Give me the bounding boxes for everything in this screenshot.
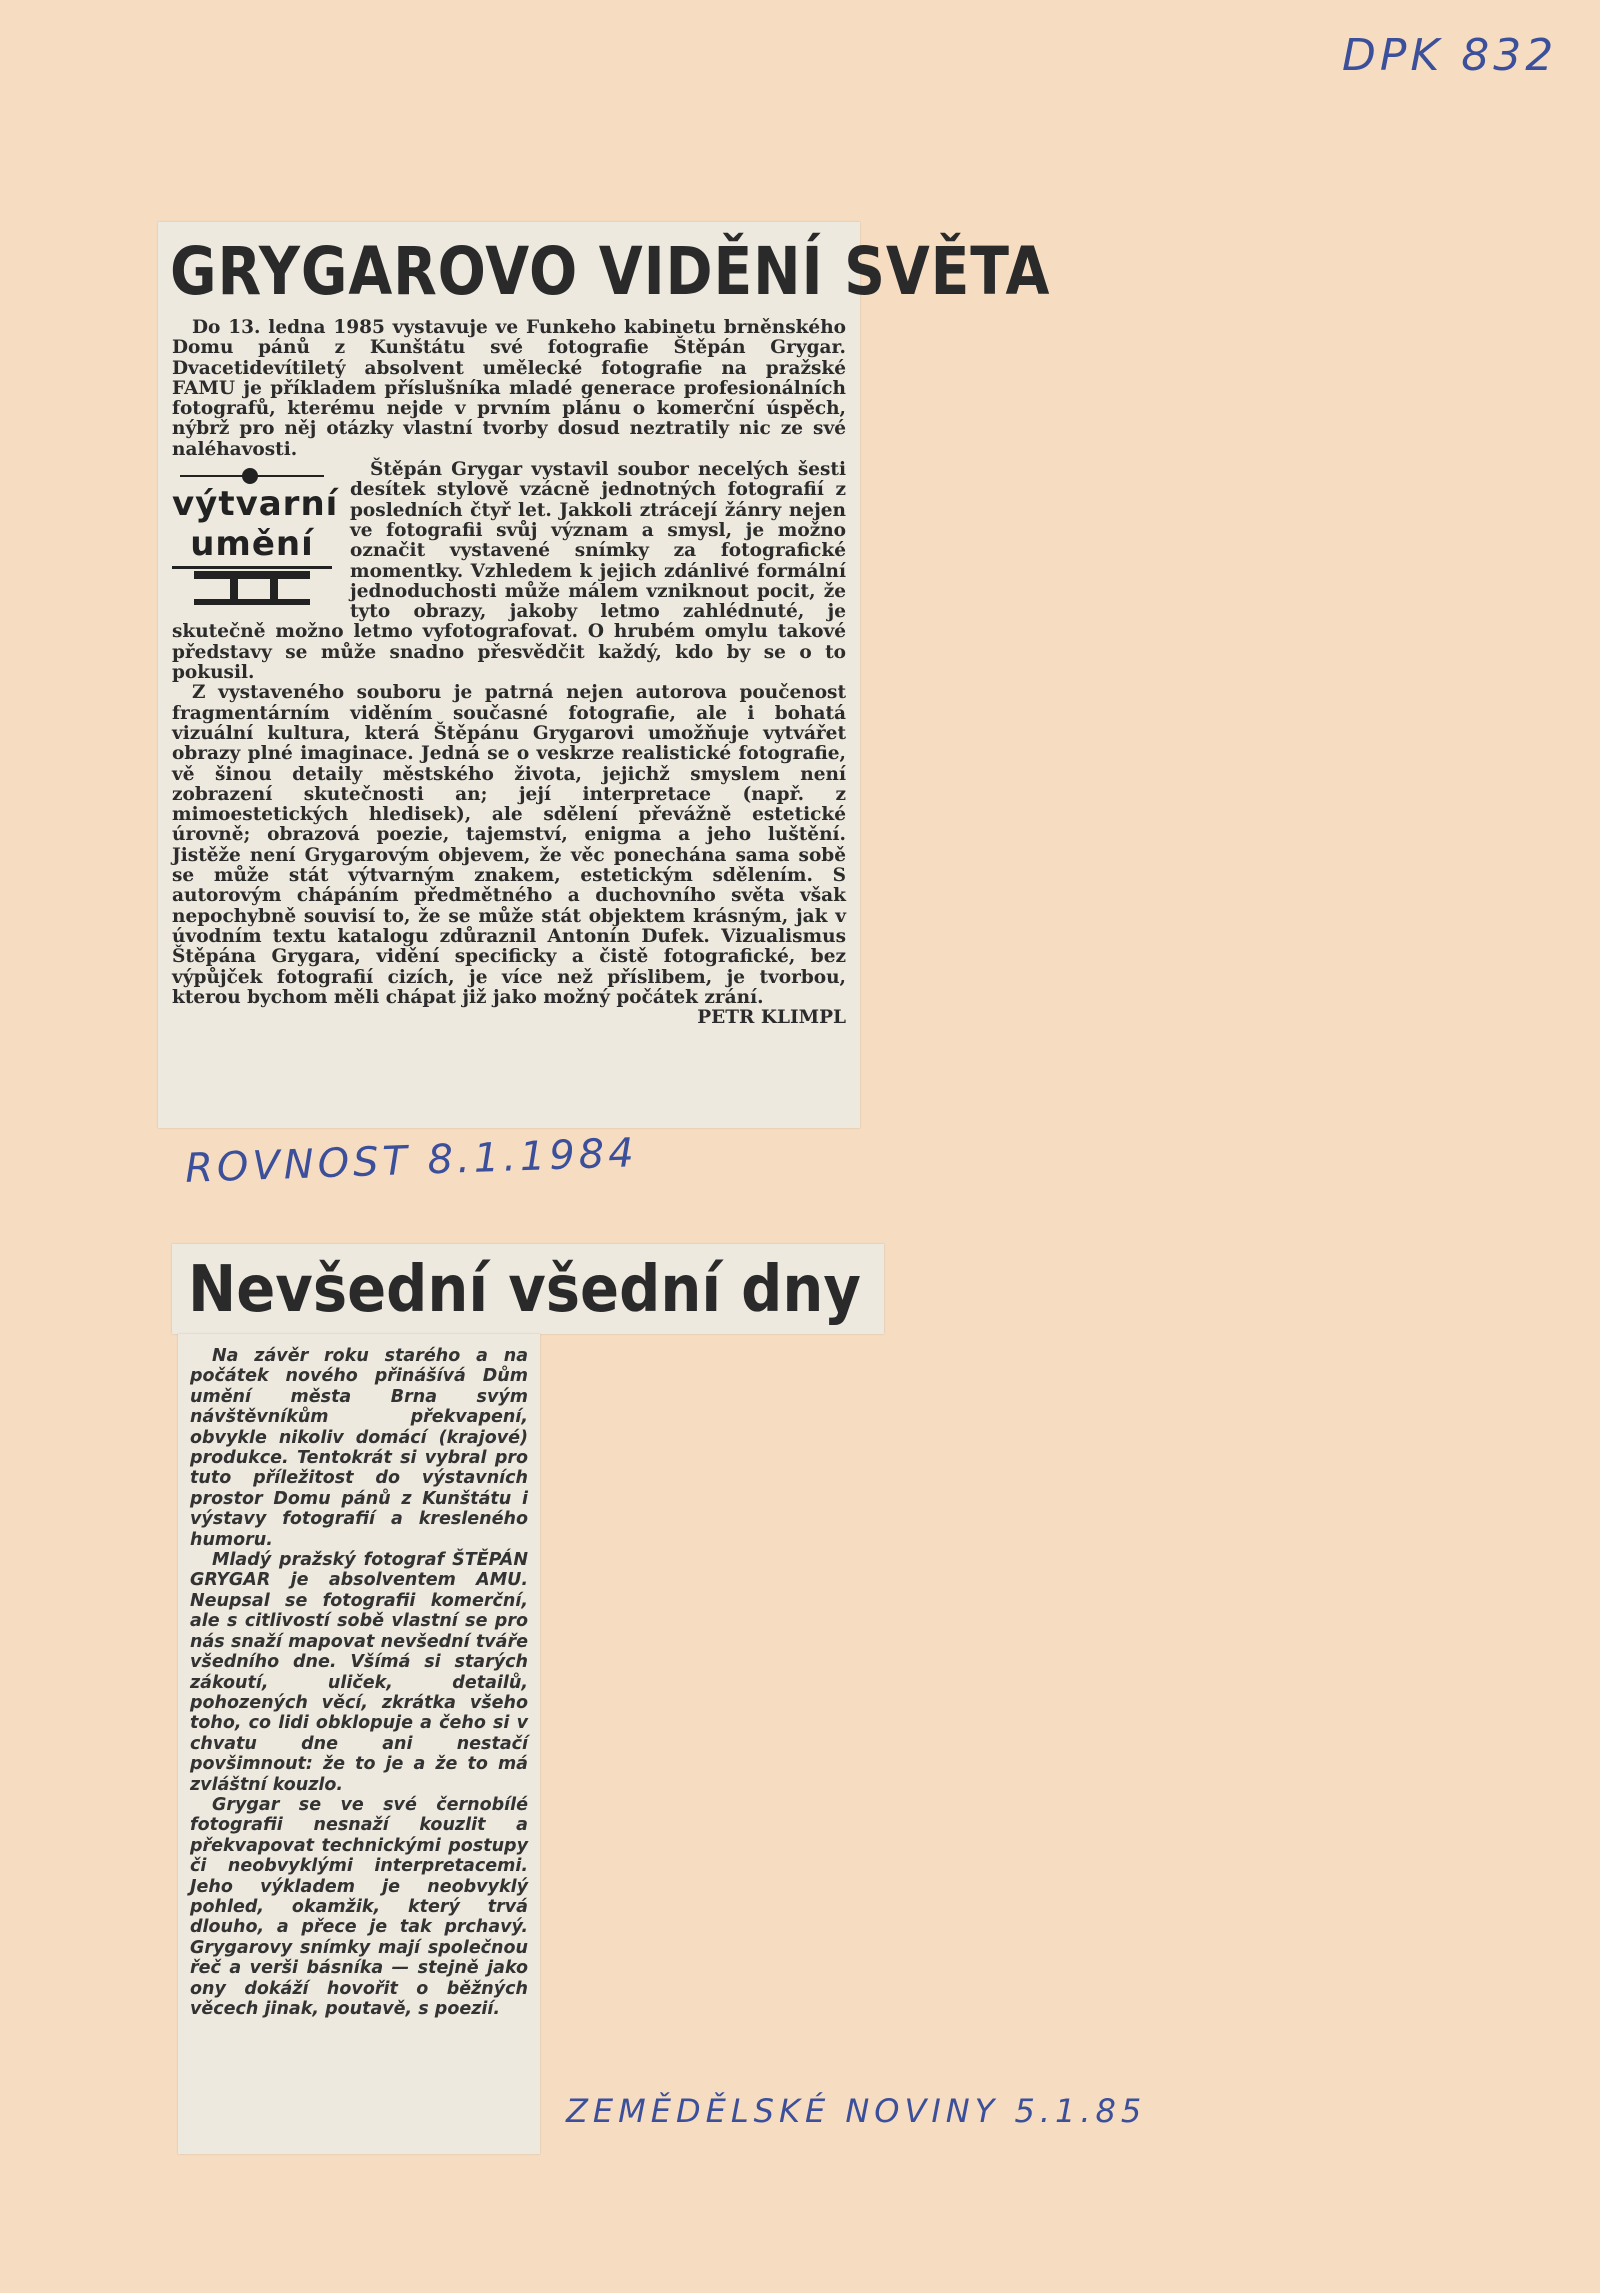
article-2-paragraph: Grygar se ve své černobílé fotografii nesnaží kouzlit a překvapovat technickými postupy či neobvyklými interpretacemi. Jeho výkladem je neobvyklý pohled, okamžik, který trvá dlouho, a přece je tak prchavý. Grygarovy snímky mají společnou řeč a verši básníka — stejně jako ony dokáží hovořit o běžných věcech jinak, poutavě, s poezií. (190, 1794, 528, 2019)
article-1-paragraph: Z vystaveného souboru je patrná nejen autorova poučenost fragmentárním viděním současné fotografie, ale i bohatá vizuální kultura, která Štěpánu Grygarovi umožňuje vytvářet obrazy plné imaginace. Jedná se o veskrze realistické fotografie, vě šinou detaily městského života, jejichž smyslem není zobrazení skutečnosti an; její interpretace (např. z mimoestetických hledisek), ale sdělení převážně estetické úrovně; obrazová poezie, tajemství, enigma a jeho luštění. Jistěže není Grygarovým objevem, že věc ponechána sama sobě se může stát výtvarným znakem, estetickým sdělením. S autorovým chápáním předmětného a duchovního světa však nepochybně souvisí to, že se může stát objektem krásným, jak v úvodním textu katalogu zdůraznil Antonín Dufek. Vizualismus Štěpána Grygara, vidění specificky a čistě fotografické, bez výpůjček fotografií cizích, je více než příslibem, je tvorbou, kterou bychom měli chápat již jako možný počátek zrání. (172, 682, 846, 1008)
article-1-headline: GRYGAROVO VIDĚNÍ SVĚTA (170, 233, 1051, 310)
article-2-source-note: ZEMĚDĚLSKÉ NOVINY 5.1.85 (566, 2092, 1147, 2130)
article-1-source-note: ROVNOST 8.1.1984 (184, 1130, 639, 1192)
article-2-paragraph: Na závěr roku starého a na počátek nového přinášívá Dům umění města Brna svým návštěvníkům překvapení, obvykle nikoliv domácí (krajové) produkce. Tentokrát si vybral pro tuto příležitost do výstavních prostor Domu pánů z Kunštátu i výstavy fotografií a kresleného humoru. (190, 1346, 528, 1550)
article-2-headline: Nevšední všední dny (188, 1253, 861, 1327)
logo-word: umění (190, 524, 314, 565)
clipping-article-1 (158, 222, 1051, 1128)
clipping-article-2-headline (172, 1244, 884, 1334)
article-1-paragraph: Do 13. ledna 1985 vystavuje ve Funkeho kabinetu brněnského Domu pánů z Kunštátu své fotografie Štěpán Grygar. Dvacetidevítiletý absolvent umělecké fotografie na pražské FAMU je příkladem příslušníka mladé generace profesionálních fotografů, kterému nejde v prvním plánu o komerční úspěch, nýbrž pro něj otázky vlastní tvorby dosud neztratily nic ze své naléhavosti. (172, 317, 846, 460)
visual-arts-section-logo (172, 468, 339, 605)
article-1-author: PETR KLIMPL (697, 1007, 846, 1029)
article-2-paragraph: Mladý pražský fotograf ŠTĚPÁN GRYGAR je absolventem AMU. Neupsal se fotografii komerční, ale s citlivostí sobě vlastní se pro nás snaží mapovat nevšední tváře všedního dne. Všímá si starých zákoutí, uliček, detailů, pohozených věcí, zkrátka všeho toho, co lidi obklopuje a čeho si v chvatu dne ani nestačí povšimnout: že to je a že to má zvláštní kouzlo. (190, 1550, 528, 1795)
clipping-article-2-body (178, 1334, 540, 2154)
logo-word: výtvarní (172, 484, 339, 525)
article-1-paragraph: Štěpán Grygar vystavil soubor necelých šesti desítek stylově vzácně jednotných fotografií z posledních čtyř let. Jakkoli ztrácejí žánry nejen ve fotografii svůj význam a smysl, je možno označit vystavené snímky za fotografické momentky. Vzhledem k jejich zdánlivé formální jednoduchosti může málem vzniknout pocit, že tyto obrazy, jakoby letmo zahlédnuté, je skutečně možno letmo vyfotografovat. O hrubém omylu takové představy se může snadno přesvědčit každý, kdo by se o to pokusil. (172, 459, 846, 684)
archive-mark: DPK 832 (1342, 30, 1558, 81)
